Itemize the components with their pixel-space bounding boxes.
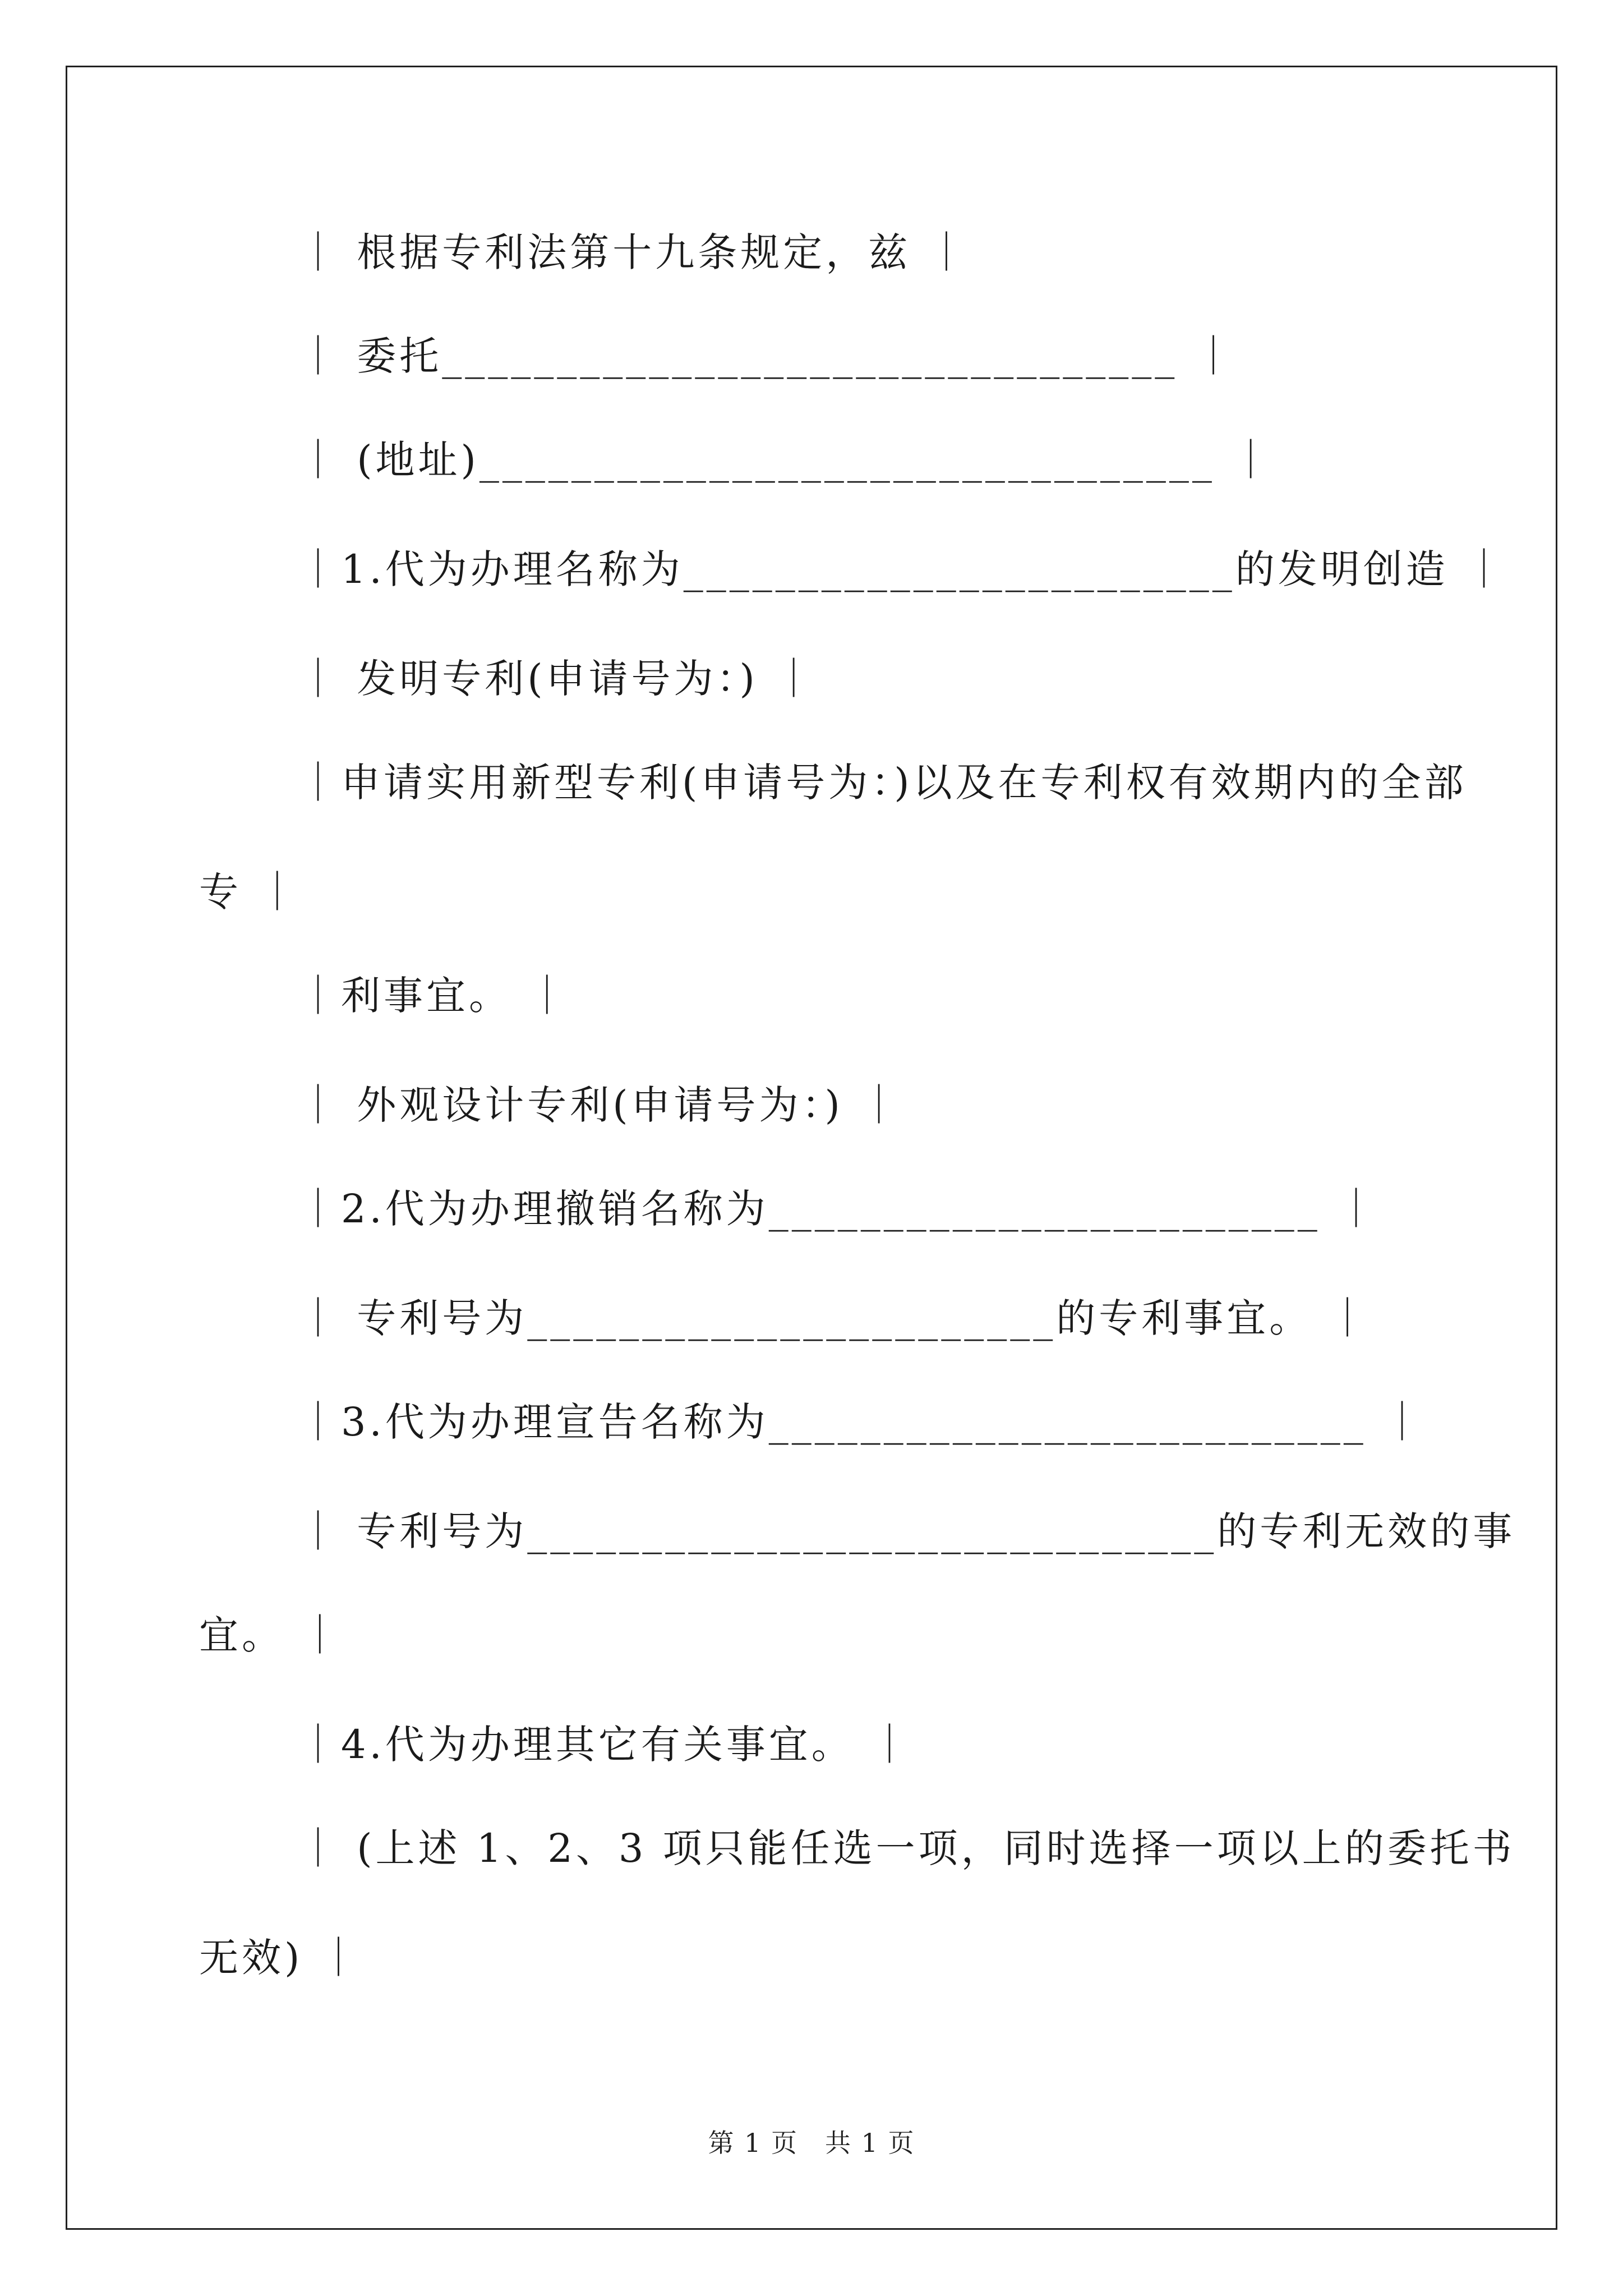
text-line-15: ｜4.代为办理其它有关事宜。 ｜ (298, 1722, 913, 1768)
text-line-2: ｜ 委托________________________________ ｜ (298, 333, 1237, 379)
text-line-8: ｜利事宜。 ｜ (298, 973, 570, 1019)
text-line-9: ｜ 外观设计专利(申请号为：) ｜ (298, 1082, 902, 1128)
text-line-16: ｜ (上述 1、2、3 项只能任选一项，同时选择一项以上的委托书 (298, 1825, 1515, 1871)
text-line-17: 无效) ｜ (199, 1935, 362, 1981)
text-line-4: ｜1.代为办理名称为________________________的发明创造 ｜ (298, 546, 1507, 592)
text-line-6: ｜申请实用新型专利(申请号为：)以及在专利权有效期内的全部 (298, 760, 1467, 806)
text-line-3: ｜ (地址)________________________________ ｜ (298, 437, 1274, 483)
text-line-10: ｜2.代为办理撤销名称为________________________ ｜ (298, 1186, 1380, 1232)
text-line-12: ｜3.代为办理宣告名称为__________________________ ｜ (298, 1399, 1426, 1445)
text-line-5: ｜ 发明专利(申请号为：) ｜ (298, 656, 817, 702)
text-line-14: 宜。 ｜ (199, 1612, 343, 1658)
text-line-11: ｜ 专利号为_______________________的专利事宜。 ｜ (298, 1295, 1371, 1341)
text-line-13: ｜ 专利号为______________________________的专利无效的事 (298, 1508, 1516, 1554)
page-number-footer: 第 1 页 共 1 页 (708, 2128, 915, 2158)
text-line-7: 专 ｜ (199, 869, 301, 915)
text-line-1: ｜ 根据专利法第十九条规定，兹 ｜ (298, 229, 970, 275)
